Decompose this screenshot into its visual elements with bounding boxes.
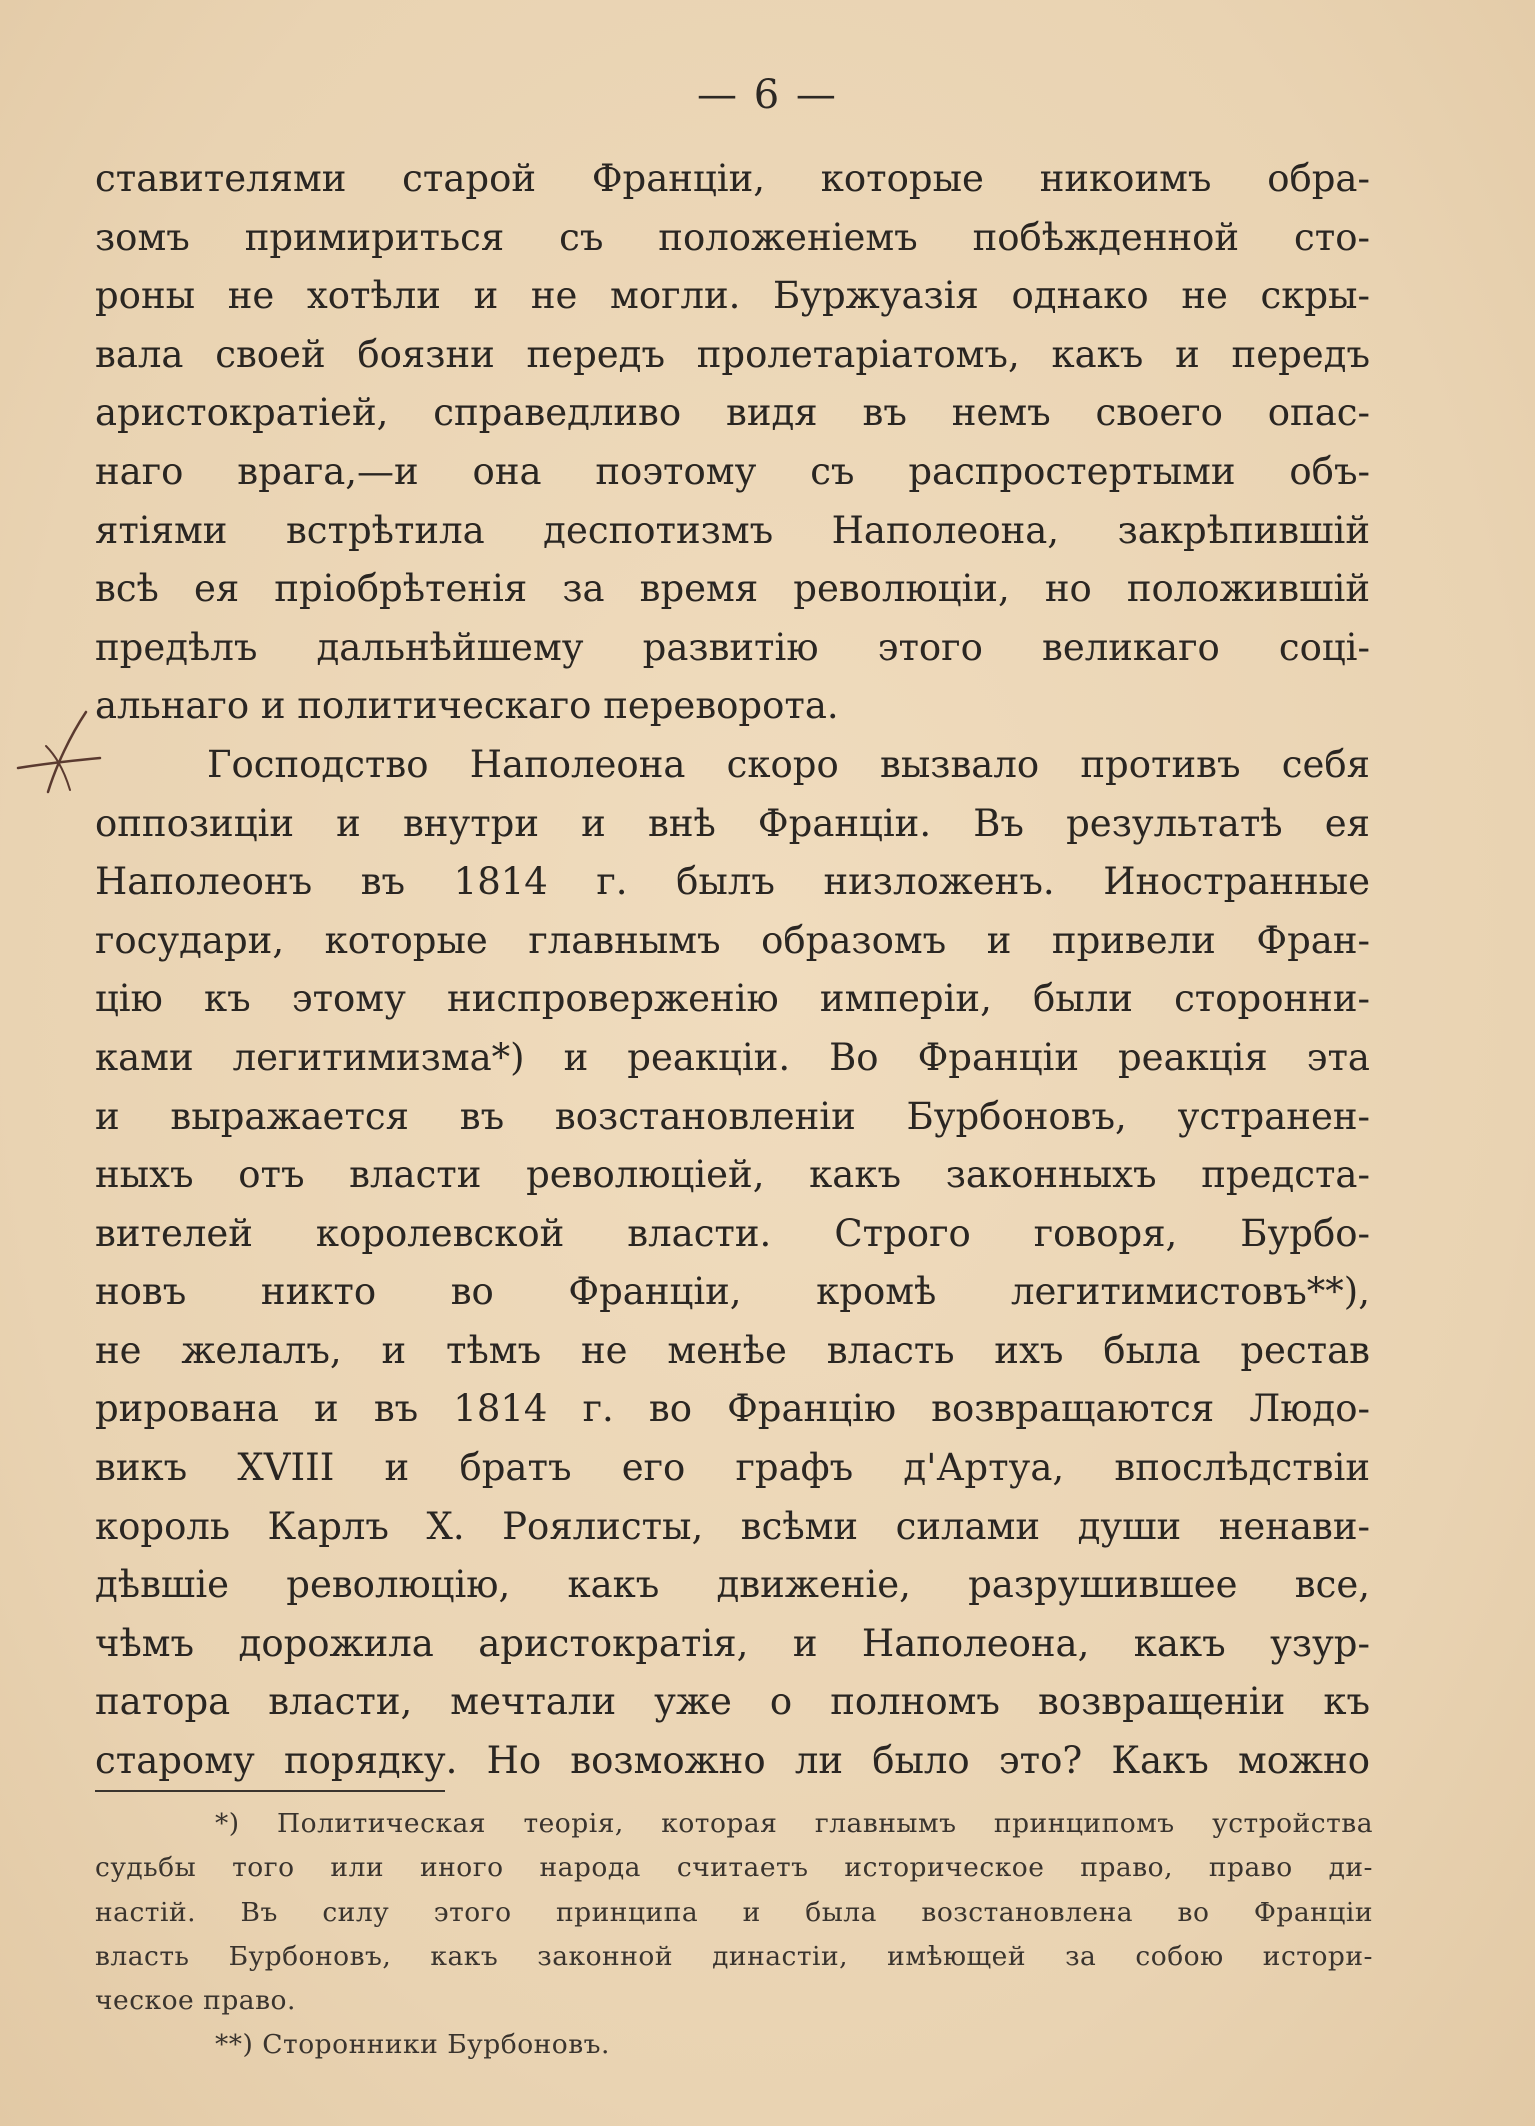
- page-number: — 6 —: [697, 72, 838, 118]
- footnotes: [95, 1802, 1373, 2068]
- pencil-cross-mark-icon: [8, 706, 108, 796]
- text-line: ныхъ отъ власти революціей, какъ законныхъ предста-: [95, 1153, 1370, 1197]
- text-line: цію къ этому ниспроверженію имперіи, были сторонни-: [95, 977, 1370, 1021]
- main-text: [95, 150, 1370, 1791]
- text-line: ятіями встрѣтила деспотизмъ Наполеона, закрѣпившій: [95, 508, 1370, 552]
- text-line: ками легитимизма*) и реакціи. Во Франціи реакція эта: [95, 1035, 1370, 1079]
- text-line: предѣлъ дальнѣйшему развитію этого великаго соці-: [95, 625, 1370, 669]
- text-line: вала своей боязни передъ пролетаріатомъ, какъ и передъ: [95, 332, 1370, 376]
- text-line: патора власти, мечтали уже о полномъ возвращеніи къ: [95, 1680, 1370, 1724]
- footnote-line: ческое право.: [95, 1985, 296, 2017]
- text-line: Наполеонъ въ 1814 г. былъ низложенъ. Иностранные: [95, 860, 1370, 904]
- text-line: не желалъ, и тѣмъ не менѣе власть ихъ была рестав: [95, 1328, 1370, 1372]
- footnote-line: **) Сторонники Бурбоновъ.: [215, 2029, 610, 2061]
- paragraph-start-line: Господство Наполеона скоро вызвало противъ себя: [207, 742, 1370, 786]
- text-line: оппозиціи и внутри и внѣ Франціи. Въ результатѣ ея: [95, 801, 1370, 845]
- footnote-line: *) Политическая теорія, которая главнымъ принципомъ устройства: [215, 1808, 1373, 1839]
- text-line: государи, которые главнымъ образомъ и привели Фран-: [95, 918, 1370, 962]
- text-line: аристократіей, справедливо видя въ немъ своего опас-: [95, 391, 1370, 435]
- text-line: новъ никто во Франціи, кромѣ легитимистовъ**),: [95, 1270, 1370, 1314]
- text-line: всѣ ея пріобрѣтенія за время революціи, но положившій: [95, 567, 1370, 611]
- text-line: рирована и въ 1814 г. во Францію возвращаются Людо-: [95, 1387, 1370, 1431]
- text-line: чѣмъ дорожила аристократія, и Наполеона, какъ узур-: [95, 1621, 1370, 1665]
- text-line: король Карлъ X. Роялисты, всѣми силами души ненави-: [95, 1504, 1370, 1548]
- footnote-line: настій. Въ силу этого принципа и была возстановлена во Франціи: [95, 1896, 1373, 1928]
- text-line: викъ XVIII и братъ его графъ д'Артуа, впослѣдствіи: [95, 1446, 1370, 1490]
- text-line: дѣвшіе революцію, какъ движеніе, разрушившее все,: [95, 1563, 1370, 1607]
- text-line: вителей королевской власти. Строго говоря, Бурбо-: [95, 1211, 1370, 1255]
- footnote-divider: [95, 1790, 445, 1792]
- footnote-line: судьбы того или иного народа считаетъ историческое право, право ди-: [95, 1852, 1373, 1884]
- text-line: ставителями старой Франціи, которые никоимъ обра-: [95, 157, 1370, 200]
- text-line: зомъ примириться съ положеніемъ побѣжденной сто-: [95, 215, 1370, 259]
- footnote-line: власть Бурбоновъ, какъ законной династіи, имѣющей за собою истори-: [95, 1940, 1373, 1972]
- text-line: наго врага,—и она поэтому съ распростертыми объ-: [95, 449, 1370, 493]
- text-line: альнаго и политическаго переворота.: [95, 684, 839, 728]
- text-line: и выражается въ возстановленіи Бурбоновъ, устранен-: [95, 1094, 1370, 1138]
- text-line: роны не хотѣли и не могли. Буржуазія однако не скры-: [95, 274, 1370, 318]
- text-line: старому порядку. Но возможно ли было это? Какъ можно: [95, 1739, 1370, 1783]
